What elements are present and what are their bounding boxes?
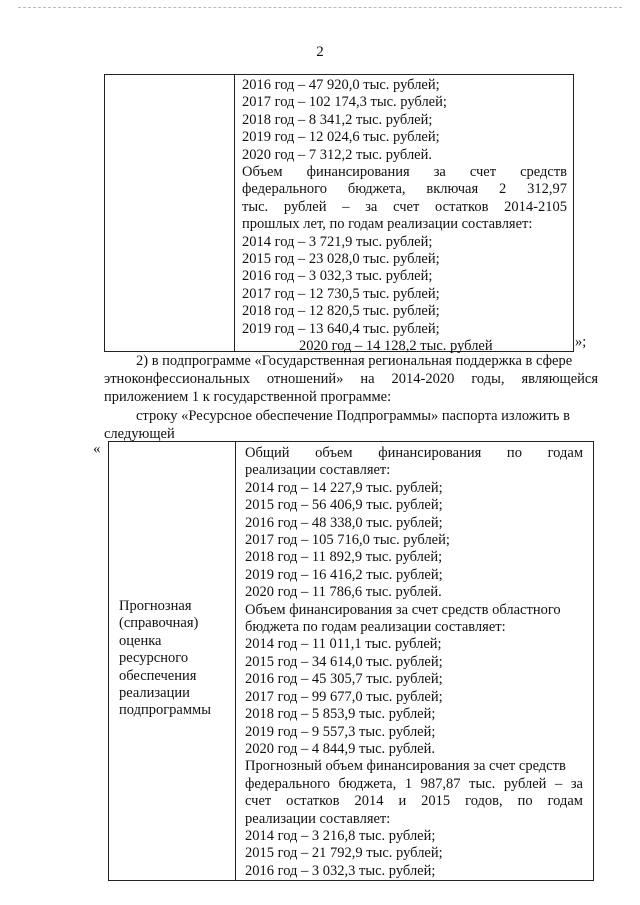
column-divider [234,75,235,351]
federal-intro: реализации составляет: [245,810,391,827]
federal-line-last: 2020 год – 14 128,2 тыс. рублей [299,338,493,355]
resource-cell [245,445,583,880]
regional-intro: бюджета по годам реализации составляет: [245,619,506,636]
total-intro: реализации составляет: [245,462,391,479]
row-label [119,598,231,720]
federal-text-line: прошлых лет, по годам реализации составляет: [242,216,533,233]
total-line: 2014 год – 14 227,9 тыс. рублей; [245,479,443,496]
regional-intro: Объем финансирования за счет средств областного [245,601,561,618]
paragraph-line: следующей [104,426,175,442]
regional-line: 2018 год – 5 853,9 тыс. рублей; [245,706,436,723]
funding-cell [242,77,567,356]
row-label-line: (справочная) [119,615,199,632]
total-line: 2016 год – 48 338,0 тыс. рублей; [245,514,443,531]
row-label-line: реализации [119,685,190,702]
federal-line: 2019 год – 13 640,4 тыс. рублей; [242,320,440,337]
federal-text-line: тыс. рублей – за счет остатков 2014-2105 [242,198,567,215]
regional-line: 2016 год – 45 305,7 тыс. рублей; [245,671,443,688]
paragraph-item-2 [104,352,598,406]
regional-line: 2020 год – 4 844,9 тыс. рублей. [245,740,436,757]
regional-line: 2019 год – 9 557,3 тыс. рублей; [245,723,436,740]
scan-edge-line [18,7,622,8]
federal-intro: федерального бюджета, 1 987,87 тыс. рублей – за [245,775,583,792]
federal-text-line: федерального бюджета, включая 2 312,97 [242,181,567,198]
total-line: 2020 год – 11 786,6 тыс. рублей. [245,584,442,601]
closing-quote: »; [575,334,587,350]
paragraph-line: этноконфессиональных отношений» на 2014-2020 годы, являющейся [104,371,598,387]
federal-intro: Прогнозный объем финансирования за счет средств [245,758,566,775]
row-label-line: ресурсного [119,650,189,667]
federal-line: 2016 год – 3 032,3 тыс. рублей; [242,268,433,285]
page-number: 2 [316,44,324,60]
regional-line: 2015 год – 34 614,0 тыс. рублей; [245,653,443,670]
total-line: 2018 год – 11 892,9 тыс. рублей; [245,549,443,566]
total-line: 2019 год – 16 416,2 тыс. рублей; [245,566,443,583]
column-divider [235,442,236,880]
row-label-line: Прогнозная [119,598,192,614]
opening-quote: « [93,441,101,457]
funding-line: 2017 год – 102 174,3 тыс. рублей; [242,94,447,111]
row-label-line: оценка [119,632,162,649]
federal-intro: счет остатков 2014 и 2015 годов, по годам [245,793,583,810]
row-label-line: подпрограммы [119,702,211,719]
federal-line: 2016 год – 3 032,3 тыс. рублей; [245,862,436,879]
paragraph-line: 2) в подпрограмме «Государственная региональная поддержка в сфере [136,353,573,369]
federal-text-line: Объем финансирования за счет средств [242,164,567,181]
row-label-line: обеспечения [119,667,197,684]
paragraph-instruction [104,407,598,443]
federal-line: 2014 год – 3 216,8 тыс. рублей; [245,827,436,844]
total-line: 2017 год – 105 716,0 тыс. рублей; [245,532,450,549]
paragraph-line: приложением 1 к государственной программе: [104,389,392,405]
resource-table [108,441,594,881]
funding-line: 2020 год – 7 312,2 тыс. рублей. [242,146,433,163]
regional-line: 2014 год – 11 011,1 тыс. рублей; [245,636,442,653]
federal-line: 2018 год – 12 820,5 тыс. рублей; [242,303,440,320]
federal-line: 2014 год – 3 721,9 тыс. рублей; [242,233,433,250]
federal-line: 2015 год – 23 028,0 тыс. рублей; [242,251,440,268]
funding-line: 2018 год – 8 341,2 тыс. рублей; [242,111,433,128]
regional-line: 2017 год – 99 677,0 тыс. рублей; [245,688,443,705]
total-line: 2015 год – 56 406,9 тыс. рублей; [245,497,443,514]
federal-line: 2017 год – 12 730,5 тыс. рублей; [242,285,440,302]
funding-table-continuation [104,74,574,355]
paragraph-line: строку «Ресурсное обеспечение Подпрограммы» паспорта изложить в [136,408,570,424]
funding-line: 2019 год – 12 024,6 тыс. рублей; [242,129,440,146]
federal-line: 2015 год – 21 792,9 тыс. рублей; [245,845,443,862]
funding-line: 2016 год – 47 920,0 тыс. рублей; [242,77,440,93]
total-intro: Общий объем финансирования по годам [245,445,583,461]
